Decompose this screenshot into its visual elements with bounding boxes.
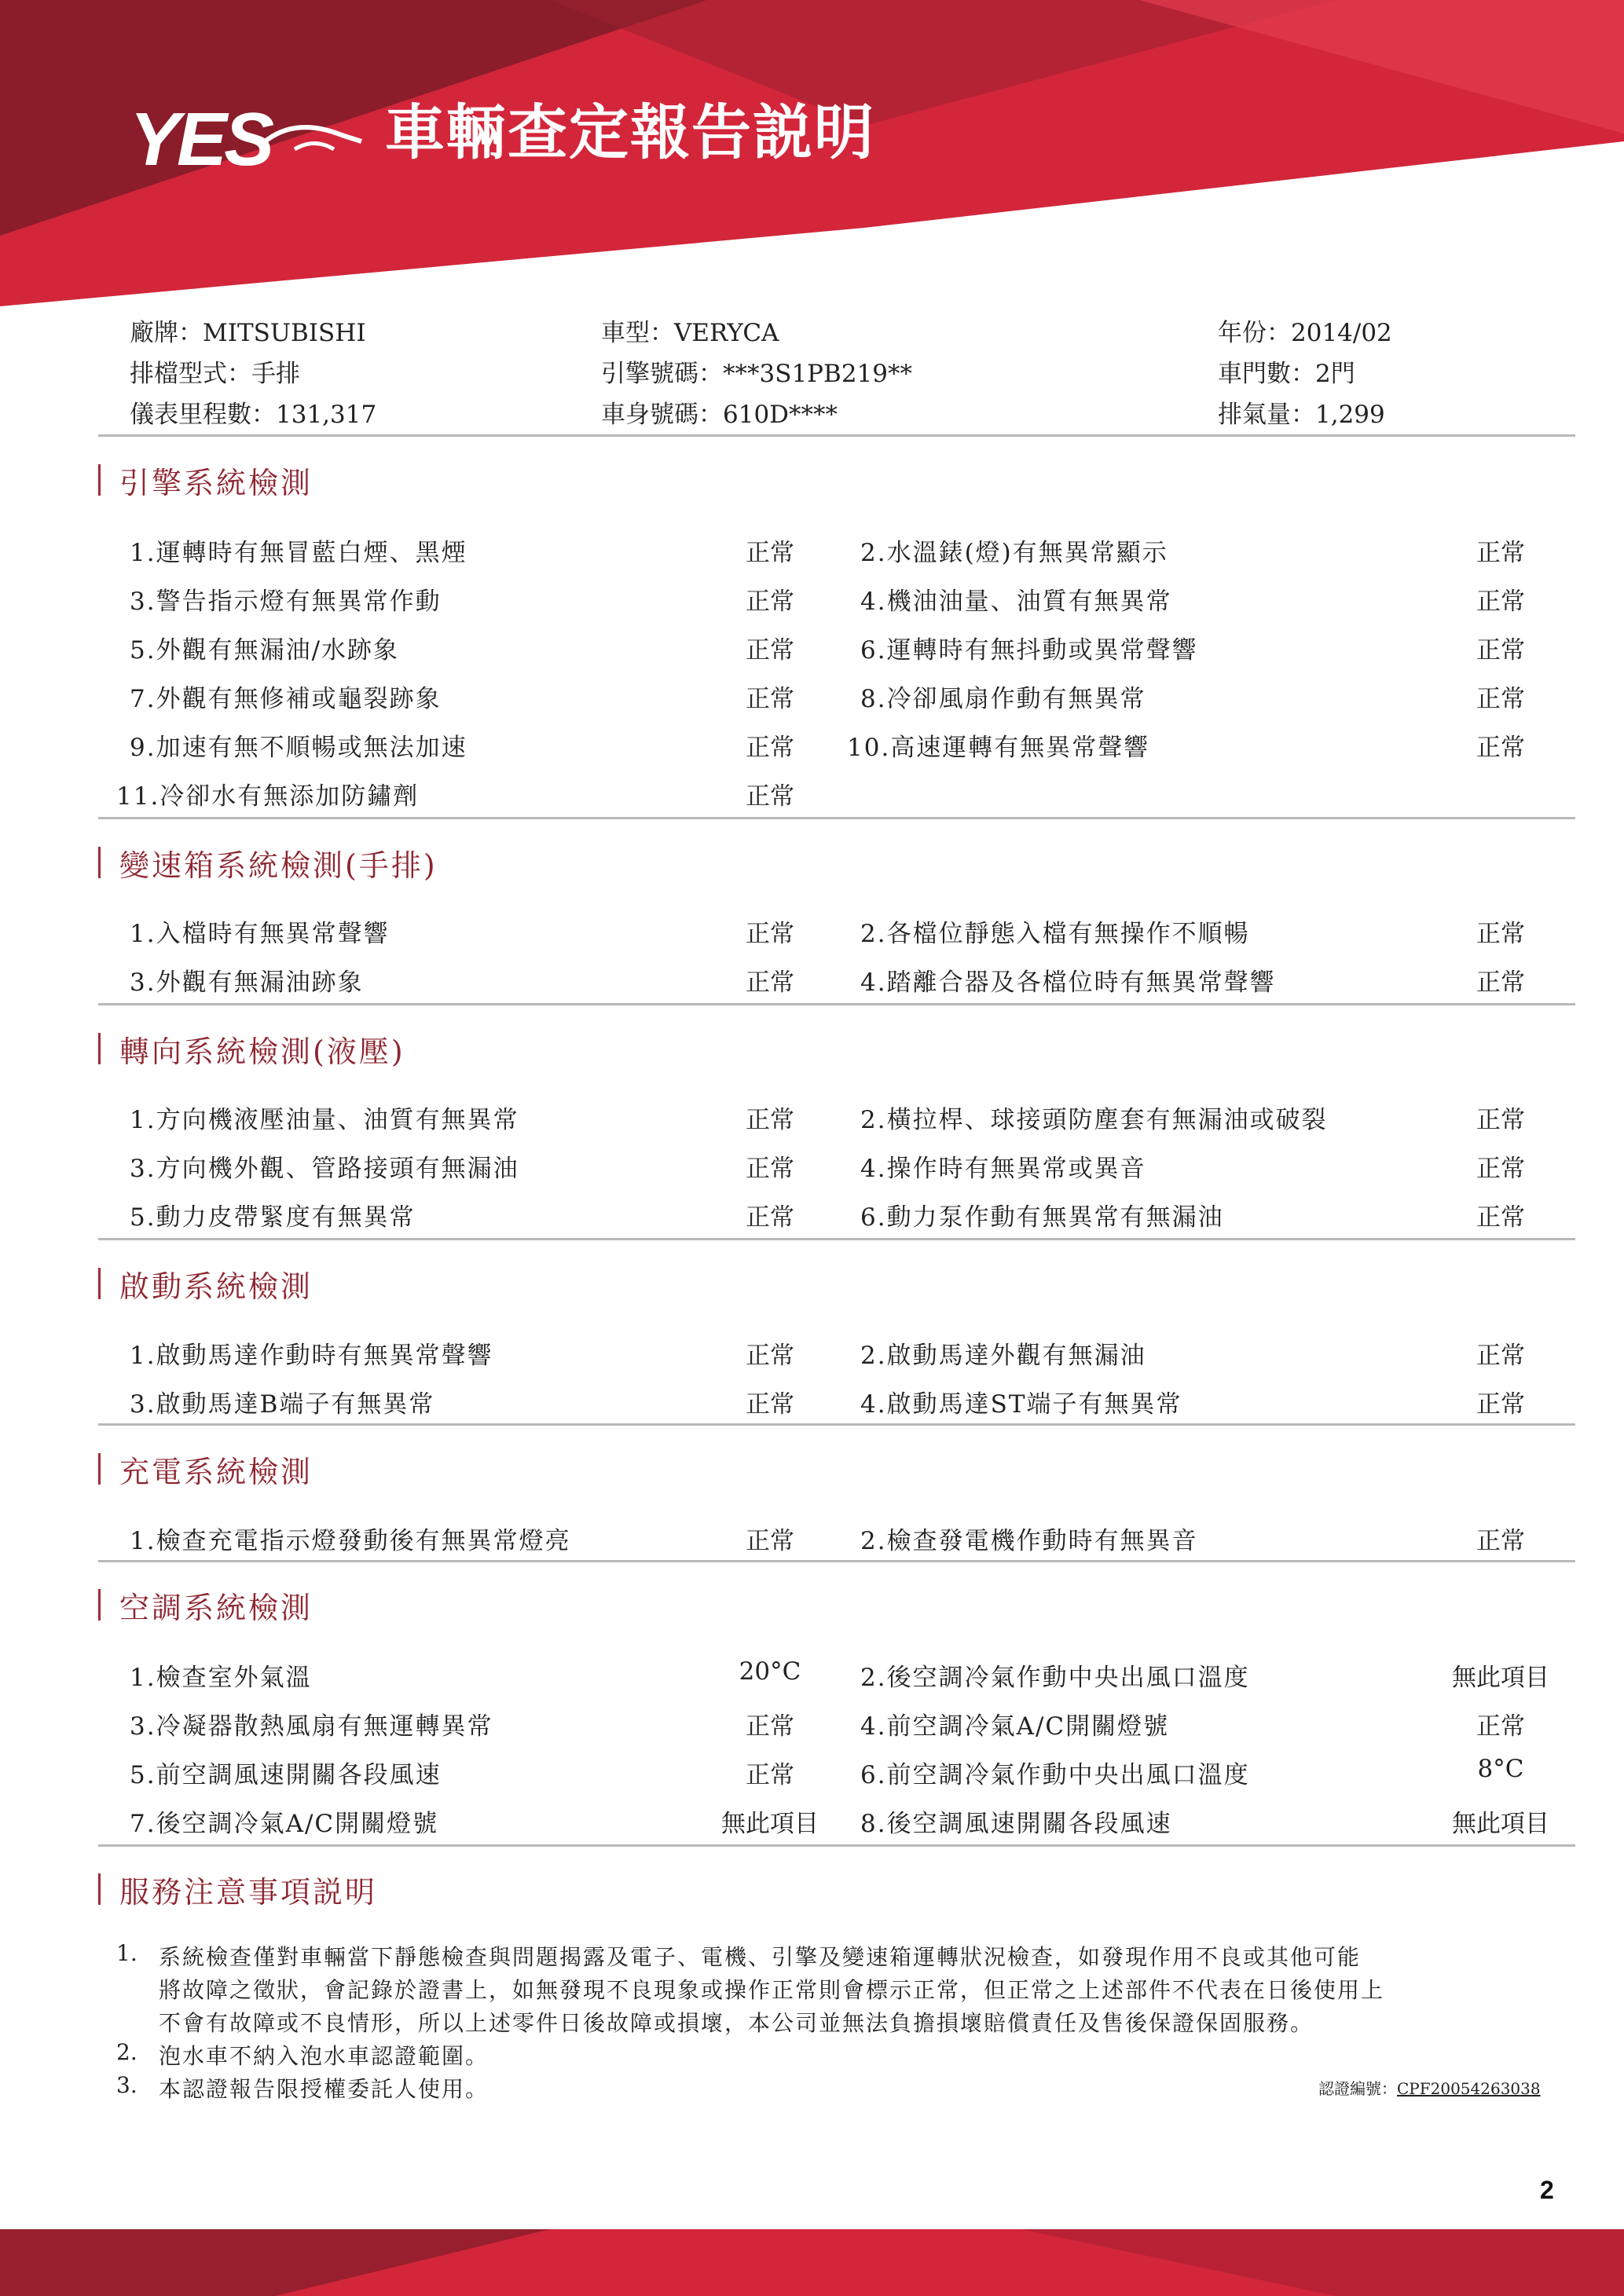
divider [98, 1560, 1575, 1562]
check-result: 正常 [746, 1761, 794, 1789]
check-result: 正常 [1476, 685, 1525, 713]
note-number: 1. [116, 1940, 137, 1966]
check-result: 正常 [1476, 1106, 1525, 1134]
check-item: 9.加速有無不順暢或無法加速 [130, 734, 467, 762]
check-item: 4.機油油量、油質有無異常 [860, 588, 1172, 616]
check-item: 11.冷卻水有無添加防鏽劑 [116, 782, 420, 811]
check-result: 正常 [1476, 1203, 1525, 1232]
check-item: 4.啟動馬達ST端子有無異常 [860, 1390, 1182, 1419]
check-item: 1.運轉時有無冒藍白煙、黑煙 [130, 539, 467, 567]
check-result: 正常 [746, 588, 794, 616]
note-text: 本認證報告限授權委託人使用。 [159, 2076, 489, 2102]
check-item: 1.方向機液壓油量、油質有無異常 [130, 1106, 519, 1134]
check-result: 正常 [1476, 1527, 1525, 1555]
year-field: 年份：2014/02 [1218, 319, 1392, 347]
check-result: 正常 [746, 1342, 794, 1370]
check-result: 正常 [746, 1390, 794, 1419]
check-item: 4.前空調冷氣A/C開關燈號 [860, 1712, 1170, 1741]
section-heading-starter: 啟動系統檢測 [98, 1265, 313, 1302]
check-result: 正常 [746, 1155, 794, 1183]
check-result: 正常 [1476, 1390, 1525, 1419]
divider [98, 1423, 1575, 1426]
report-title: 車輛查定報告説明 [385, 97, 875, 167]
check-result: 正常 [746, 636, 794, 665]
check-result: 正常 [1476, 539, 1525, 567]
check-result: 正常 [746, 920, 794, 948]
page-number: 2 [1540, 2176, 1554, 2204]
check-item: 7.外觀有無修補或龜裂跡象 [130, 685, 442, 713]
divider [98, 1003, 1575, 1005]
check-item: 3.方向機外觀、管路接頭有無漏油 [130, 1155, 519, 1183]
brand-field: 廠牌：MITSUBISHI [130, 319, 366, 347]
check-item: 8.後空調風速開關各段風速 [860, 1810, 1172, 1838]
mileage-field: 儀表里程數：131,317 [130, 401, 377, 429]
check-item: 7.後空調冷氣A/C開關燈號 [130, 1810, 439, 1838]
section-heading-service-notes: 服務注意事項説明 [98, 1871, 377, 1907]
check-item: 10.高速運轉有無異常聲響 [847, 734, 1150, 762]
check-result: 正常 [1476, 734, 1525, 762]
check-result: 正常 [1476, 1155, 1525, 1183]
transmission-field: 排檔型式：手排 [130, 360, 300, 388]
check-result: 正常 [746, 1106, 794, 1134]
note-number: 3. [116, 2072, 137, 2098]
doors-field: 車門數：2門 [1218, 360, 1355, 388]
check-result: 無此項目 [1452, 1664, 1549, 1692]
check-result: 正常 [1476, 1712, 1525, 1741]
check-result: 正常 [1476, 636, 1525, 665]
note-text: 泡水車不納入泡水車認證範圍。 [159, 2043, 489, 2069]
footer-banner [0, 2229, 1624, 2296]
check-result: 20°C [739, 1657, 801, 1686]
note-text: 不會有故障或不良情形，所以上述零件日後故障或損壞，本公司並無法負擔損壞賠償責任及售後保證保固服務。 [159, 2010, 1314, 2036]
divider [98, 434, 1575, 437]
note-number: 2. [116, 2039, 137, 2065]
check-result: 正常 [1476, 920, 1525, 948]
check-item: 5.前空調風速開關各段風速 [130, 1761, 442, 1789]
divider [98, 1844, 1575, 1847]
check-result: 無此項目 [721, 1810, 819, 1838]
divider [98, 817, 1575, 819]
section-heading-charging: 充電系統檢測 [98, 1451, 313, 1487]
check-item: 2.橫拉桿、球接頭防塵套有無漏油或破裂 [860, 1106, 1328, 1134]
check-result: 正常 [746, 782, 794, 811]
check-item: 1.啟動馬達作動時有無異常聲響 [130, 1342, 493, 1370]
check-result: 正常 [746, 685, 794, 713]
check-result: 正常 [746, 1712, 794, 1741]
section-heading-gearbox: 變速箱系統檢測(手排) [98, 844, 438, 881]
check-item: 3.警告指示燈有無異常作動 [130, 588, 442, 616]
check-item: 6.動力泵作動有無異常有無漏油 [860, 1203, 1224, 1232]
check-item: 8.冷卻風扇作動有無異常 [860, 685, 1146, 713]
divider [98, 1238, 1575, 1240]
check-result: 8°C [1477, 1755, 1524, 1783]
check-item: 2.水溫錶(燈)有無異常顯示 [860, 539, 1168, 567]
check-item: 1.入檔時有無異常聲響 [130, 920, 390, 948]
check-result: 正常 [746, 1527, 794, 1555]
note-text: 將故障之徵狀，會記錄於證書上，如無發現不良現象或操作正常則會標示正常，但正常之上述部件不代表在日後使用上 [159, 1977, 1385, 2003]
displacement-field: 排氣量：1,299 [1218, 401, 1385, 429]
check-result: 正常 [746, 969, 794, 997]
section-heading-air-conditioning: 空調系統檢測 [98, 1587, 313, 1623]
check-item: 4.踏離合器及各檔位時有無異常聲響 [860, 969, 1276, 997]
check-result: 無此項目 [1452, 1810, 1549, 1838]
check-item: 6.運轉時有無抖動或異常聲響 [860, 636, 1198, 665]
check-result: 正常 [1476, 1342, 1525, 1370]
engine-number-field: 引擎號碼：***3S1PB219** [601, 360, 912, 388]
svg-text:YES: YES [130, 97, 272, 181]
yes-logo [130, 94, 365, 184]
check-item: 2.檢查發電機作動時有無異音 [860, 1527, 1198, 1555]
certificate-number: 認證編號：CPF20054263038 [1318, 2079, 1541, 2098]
section-heading-engine: 引擎系統檢測 [98, 462, 313, 498]
check-item: 4.操作時有無異常或異音 [860, 1155, 1146, 1183]
check-result: 正常 [746, 539, 794, 567]
body-number-field: 車身號碼：610D**** [601, 401, 838, 429]
check-result: 正常 [1476, 588, 1525, 616]
check-item: 2.各檔位靜態入檔有無操作不順暢 [860, 920, 1250, 948]
check-item: 1.檢查充電指示燈發動後有無異常燈亮 [130, 1527, 571, 1555]
check-item: 6.前空調冷氣作動中央出風口溫度 [860, 1761, 1250, 1789]
model-field: 車型：VERYCA [601, 319, 779, 347]
check-item: 3.冷凝器散熱風扇有無運轉異常 [130, 1712, 493, 1741]
check-item: 2.啟動馬達外觀有無漏油 [860, 1342, 1146, 1370]
check-item: 3.啟動馬達B端子有無異常 [130, 1390, 435, 1419]
check-item: 1.檢查室外氣溫 [130, 1664, 312, 1692]
check-result: 正常 [1476, 969, 1525, 997]
section-heading-steering: 轉向系統檢測(液壓) [98, 1031, 405, 1067]
check-result: 正常 [746, 734, 794, 762]
note-text: 系統檢查僅對車輛當下靜態檢查與問題揭露及電子、電機、引擎及變速箱運轉狀況檢查，如發現作用不良或其他可能 [159, 1944, 1362, 1970]
check-result: 正常 [746, 1203, 794, 1232]
check-item: 2.後空調冷氣作動中央出風口溫度 [860, 1664, 1250, 1692]
check-item: 3.外觀有無漏油跡象 [130, 969, 364, 997]
check-item: 5.外觀有無漏油/水跡象 [130, 636, 400, 665]
check-item: 5.動力皮帶緊度有無異常 [130, 1203, 416, 1232]
